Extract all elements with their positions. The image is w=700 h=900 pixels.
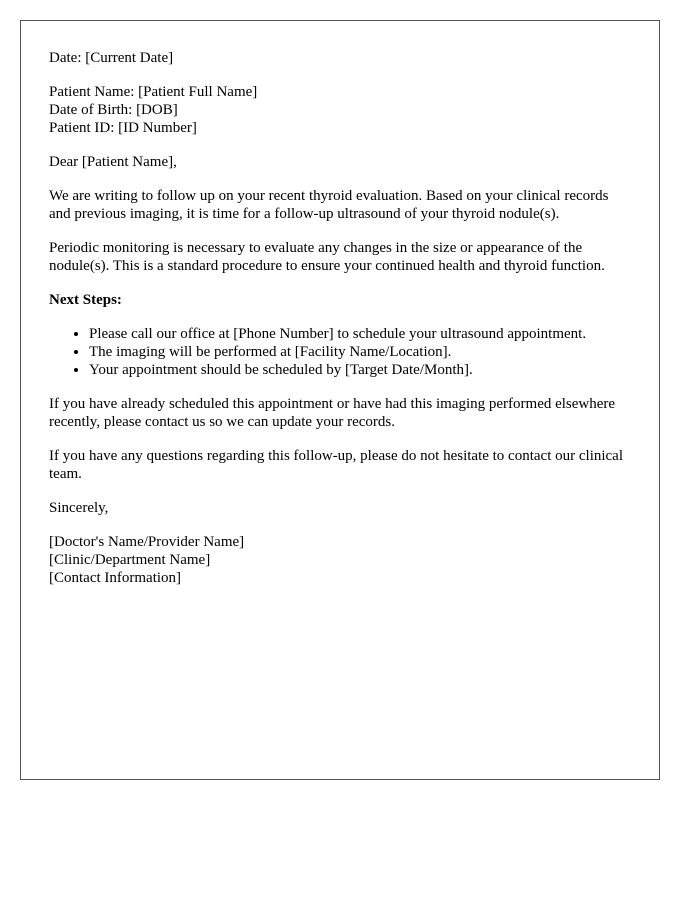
closing-paragraph-1: If you have already scheduled this appointment or have had this imaging performed elsewhere recently, please contact us so we can update your records.	[49, 396, 616, 430]
body-paragraph-2: Periodic monitoring is necessary to evaluate any changes in the size or appearance of the nodule(s). This is a standard procedure to ensure your continued health and thyroid function.	[49, 240, 605, 274]
patient-name: Patient Name: [Patient Full Name]	[49, 84, 258, 100]
list-item: • Please call our office at [Phone Number] to schedule your ultrasound appointment.	[89, 325, 631, 343]
signature-provider: [Doctor's Name/Provider Name]	[49, 534, 245, 550]
signoff: Sincerely,	[49, 500, 109, 516]
list-item: • The imaging will be performed at [Facility Name/Location].	[89, 343, 631, 361]
next-steps-heading: Next Steps:	[49, 292, 122, 308]
list-item: • Your appointment should be scheduled by [Target Date/Month].	[89, 361, 631, 379]
patient-info	[49, 83, 631, 137]
letter-date: Date: [Current Date]	[49, 50, 174, 66]
closing-paragraph-2: If you have any questions regarding this follow-up, please do not hesitate to contact our clinical team.	[49, 448, 624, 482]
patient-id: Patient ID: [ID Number]	[49, 120, 197, 136]
signature-department: [Clinic/Department Name]	[49, 552, 211, 568]
signature-contact: [Contact Information]	[49, 570, 182, 586]
next-steps-list	[49, 325, 631, 379]
salutation: Dear [Patient Name],	[49, 154, 177, 170]
body-paragraph-1: We are writing to follow up on your recent thyroid evaluation. Based on your clinical records and previous imaging, it is time for a follow-up ultrasound of your thyroid nodule(s).	[49, 188, 609, 222]
patient-dob: Date of Birth: [DOB]	[49, 102, 178, 118]
letter-page	[20, 20, 660, 780]
signature-block	[49, 533, 631, 587]
